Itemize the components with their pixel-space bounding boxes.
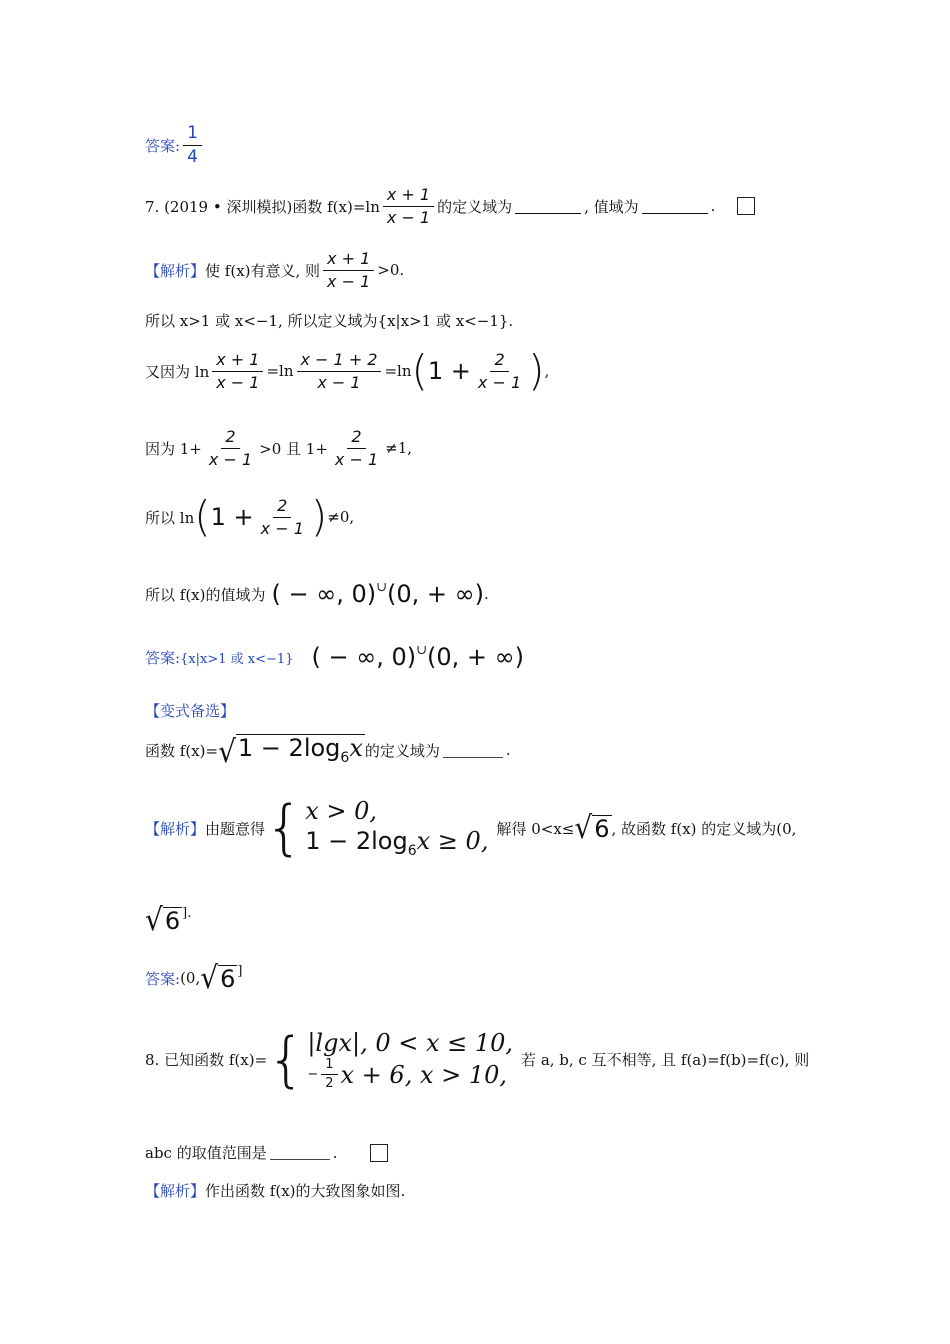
checkbox-icon[interactable] — [737, 197, 755, 215]
variant-answer: 答案: (0, √ 6 ] — [145, 959, 243, 996]
solution-line: 【解析】 使 f(x)有意义, 则 $\frac{x + 1}{x - 1}$ >0. — [145, 249, 405, 291]
answer-label: 答案: — [145, 136, 181, 155]
solution-line: 所以 ln ( 1 + $\frac{2}{x - 1}$ ) ≠0, — [145, 492, 355, 541]
fraction: $\frac{x + 1}{x - 1}$ — [383, 186, 434, 226]
solution-line: 所以 x>1 或 x<−1, 所以定义域为{x|x>1 或 x<−1}. — [145, 312, 514, 330]
variant-question: 函数 f(x)= √ $1 - 2\log_6x$ 的定义域为 . — [145, 733, 511, 770]
analysis-tag: 【解析】 — [145, 261, 206, 280]
answer-blank[interactable] — [515, 199, 581, 214]
cases: |lgx|, 0 < x ≤ 10, − $\frac{1}{2}$ x + 6, x > 10, — [307, 1029, 514, 1092]
question-8-solution: 【解析】 作出函数 f(x)的大致图象如图. — [145, 1182, 406, 1200]
cases: x > 0, $1 - 2\log_6x \ge 0$, — [305, 797, 489, 859]
solution-line: 所以 f(x)的值域为 ( − ∞, 0) ∪ (0, + ∞) . — [145, 580, 489, 608]
question-8: 8. 已知函数 f(x)= { |lgx|, 0 < x ≤ 10, − $\frac{1}{2}$ x + 6, x > 10, 若 a, b, c 互不相等, 且 f(a)=f(b)=f(c), 则 — [145, 1024, 810, 1095]
answer-blank[interactable] — [642, 199, 708, 214]
answer-6 — [145, 124, 205, 166]
fraction: $\frac{1}{4}$ — [183, 124, 202, 166]
variant-heading: 【变式备选】 — [145, 702, 236, 720]
solution-line: 因为 1+ $\frac{2}{x - 1}$ >0 且 1+ $\frac{2}{x - 1}$ ≠1, — [145, 427, 413, 469]
answer-7: 答案: {x|x>1 或 x<−1} ( − ∞, 0) ∪ (0, + ∞) — [145, 643, 524, 671]
question-7: 7. (2019 • 深圳模拟)函数 f(x)=ln $\frac{x + 1}{x - 1}$ 的定义域为 , 值域为 . — [145, 186, 755, 226]
checkbox-icon[interactable] — [370, 1144, 388, 1162]
variant-solution-cont: √ 6 ]. — [145, 901, 192, 938]
answer-blank[interactable] — [270, 1145, 330, 1160]
variant-solution: 【解析】 由题意得 { x > 0, $1 - 2\log_6x \ge 0$, 解得 0<x≤ √ 6 , 故函数 f(x) 的定义域为(0, — [145, 793, 797, 864]
solution-line: 又因为 ln $\frac{x + 1}{x - 1}$ =ln $\frac{x - 1 + 2}{x - 1}$ =ln ( 1 + $\frac{2}{x - 1}$ ) , — [145, 346, 550, 395]
answer-blank[interactable] — [443, 743, 503, 758]
sqrt-expression: √ $1 - 2\log_6x$ — [218, 733, 363, 770]
question-8-cont: abc 的取值范围是 . — [145, 1142, 388, 1163]
